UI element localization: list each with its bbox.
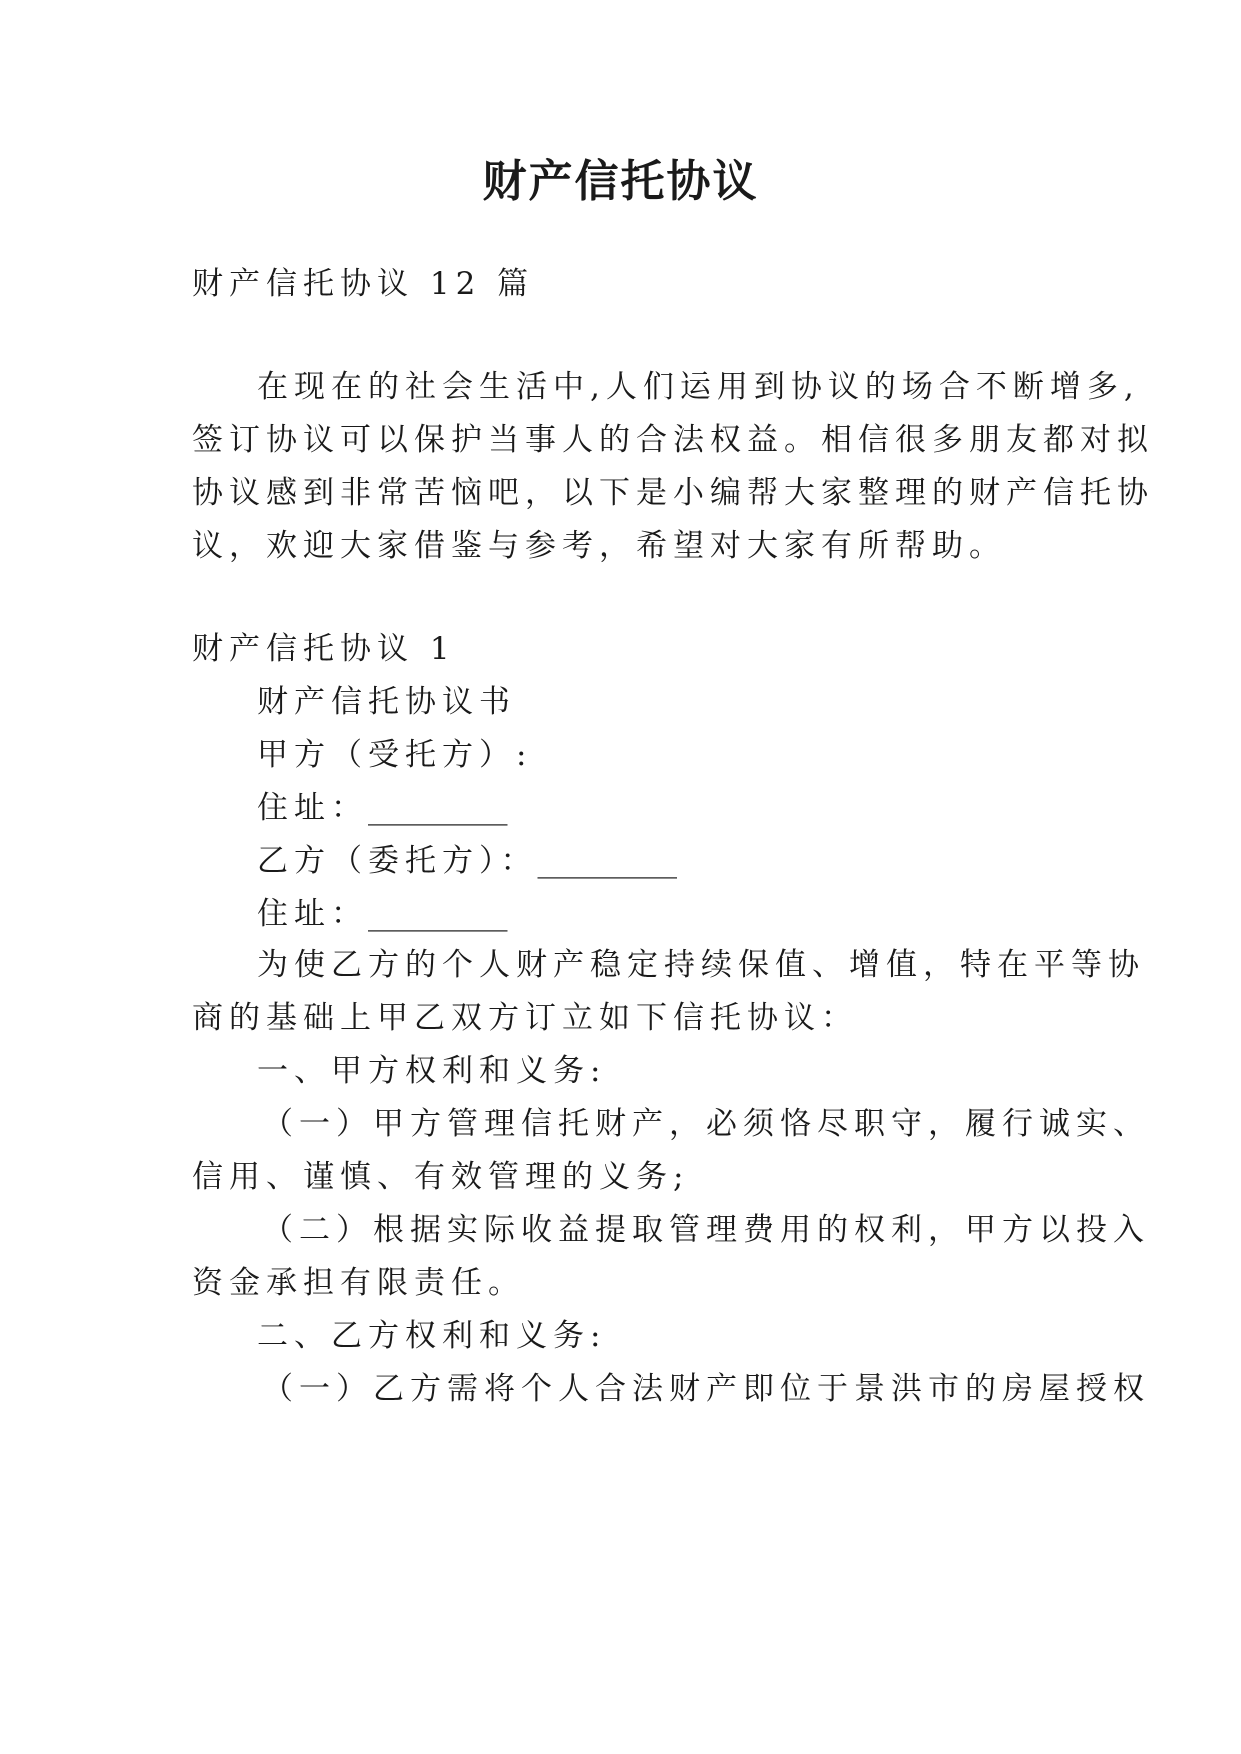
intro-line-3: 协议感到非常苦恼吧，以下是小编帮大家整理的财产信托协: [192, 475, 1154, 511]
section-two-heading: 二、乙方权利和义务:: [257, 1318, 607, 1354]
intro-line-4: 议，欢迎大家借鉴与参考，希望对大家有所帮助。: [192, 528, 1006, 564]
purpose-line-2: 商的基础上甲乙双方订立如下信托协议：: [192, 1000, 858, 1036]
party-b-row: [257, 841, 677, 881]
clause-1-2-line-2: 资金承担有限责任。: [192, 1265, 525, 1301]
address-b-blank: _________: [368, 896, 508, 932]
party-b-blank: _________: [537, 843, 677, 879]
address-a-label: 住址：: [257, 790, 368, 826]
address-a-blank: _________: [368, 790, 508, 826]
clause-1-1-line-2: 信用、谨慎、有效管理的义务;: [192, 1159, 690, 1195]
address-a-row: [257, 788, 508, 828]
agreement-name: 财产信托协议书: [257, 684, 516, 720]
section-one-heading: 一、甲方权利和义务:: [257, 1053, 607, 1089]
document-title: 财产信托协议: [482, 156, 759, 207]
address-b-row: [257, 894, 508, 934]
clause-1-2-line-1: （二）根据实际收益提取管理费用的权利，甲方以投入: [262, 1212, 1150, 1248]
intro-line-1: 在现在的社会生活中,人们运用到协议的场合不断增多,: [257, 369, 1140, 405]
party-b-label: 乙方（委托方）：: [257, 843, 538, 879]
purpose-line-1: 为使乙方的个人财产稳定持续保值、增值，特在平等协: [257, 947, 1145, 983]
intro-line-2: 签订协议可以保护当事人的合法权益。相信很多朋友都对拟: [192, 422, 1154, 458]
document-subtitle: 财产信托协议 12 篇: [192, 266, 535, 302]
clause-2-1-line-1: （一）乙方需将个人合法财产即位于景洪市的房屋授权: [262, 1371, 1150, 1407]
clause-1-1-line-1: （一）甲方管理信托财产，必须恪尽职守，履行诚实、: [262, 1106, 1150, 1142]
section-heading: 财产信托协议 1: [192, 631, 456, 667]
party-a-label: 甲方（受托方）:: [257, 737, 533, 773]
address-b-label: 住址：: [257, 896, 368, 932]
